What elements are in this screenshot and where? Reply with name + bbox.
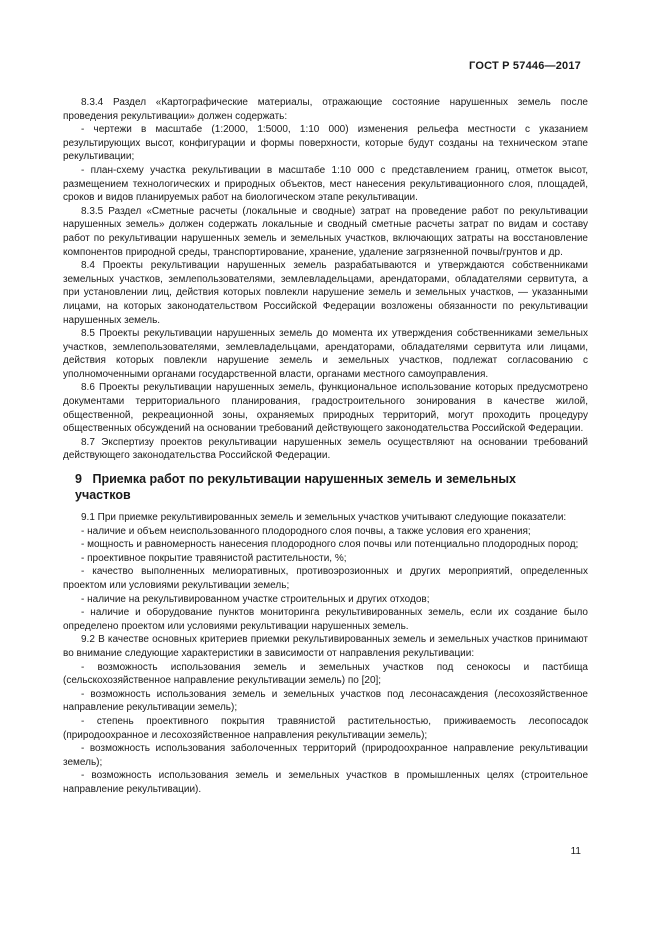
page-content [63,96,588,797]
list-item: - возможность использования заболоченных территорий (природоохранное направление рекультивации земель); [63,743,588,768]
section-9-title-line1: Приемка работ по рекультивации нарушенных земель и земельных [92,472,516,487]
list-item: - качество выполненных мелиоративных, противоэрозионных и других мероприятий, определенных проектом или условиями рекультивации земель; [63,566,588,591]
paragraph-8-3-4: 8.3.4 Раздел «Картографические материалы, отражающие состояние нарушенных земель после проведения рекультивации» должен содержать: [63,97,588,122]
list-item: - возможность использования земель и земельных участков под сенокосы и пастбища (сельскохозяйственное направление рекультивации земель) по [20]; [63,661,588,687]
list-item: - возможность использования земель и земельных участков под лесонасаждения (лесохозяйственное направление рекультивации земель); [63,688,588,714]
paragraph-8-5: 8.5 Проекты рекультивации нарушенных земель до момента их утверждения собственниками земельных участков, землепользователями, землевладельцами, арендаторами, обладателями сервитута или лицами, действия которых повлекли нарушение земель и земельных участков, подлежат согласованию с уполномоченными органами государственной власти, органами местного самоуправления. [63,328,588,380]
section-9-title-line2: участков [75,488,131,503]
list-item: - наличие и оборудование пунктов мониторинга рекультивированных земель, если их создание было определено проектом или условиями рекультивации нарушенных земель. [63,607,588,632]
paragraph-8-3-5: 8.3.5 Раздел «Сметные расчеты (локальные и сводные) затрат на проведение работ по рекультивации нарушенных земель» должен содержать локальные и сводный сметные расчеты затрат по видам и составу работ по рекультивации нарушенных земель и земельных участков, включающих затраты на восстановление компонентов природной среды, транспортирование, хранение, удаление загрязненной почвы/грунтов и др. [63,205,588,258]
paragraph-8-6: 8.6 Проекты рекультивации нарушенных земель, функциональное использование которых предусмотрено документами территориального планирования, градостроительного зонирования в качестве жилой, общественной, рекреационной зоны, охраняемых природных территорий, могут проходить процедуру общественных обсуждений на основании требований действующего законодательства Российской Федерации. [63,382,588,435]
list-item: - степень проективного покрытия травянистой растительностью, приживаемость лесопосадок (природоохранное и лесохозяйственное направления рекультивации земель); [63,715,588,741]
list-item: - возможность использования земель и земельных участков в промышленных целях (строительное направление рекультивации). [63,770,588,795]
document-code: ГОСТ Р 57446—2017 [469,60,581,72]
list-item: - чертежи в масштабе (1:2000, 1:5000, 1:10 000) изменения рельефа местности с указанием результирующих высот, конфигурации и формы поверхности, которые будут созданы на техническом этапе рекультивации; [63,124,588,163]
paragraph-9-1: 9.1 При приемке рекультивированных земель и земельных участков учитывают следующие показатели: [81,512,567,524]
list-item: - мощность и равномерность нанесения плодородного слоя почвы или потенциально плодородных пород; [81,539,579,551]
section-9-number: 9 [75,472,82,487]
paragraph-9-2: 9.2 В качестве основных критериев приемки рекультивированных земель и земельных участков принимают во внимание следующие характеристики в зависимости от направления рекультивации: [63,634,588,659]
page-number: 11 [570,846,581,857]
list-item: - наличие и объем неиспользованного плодородного слоя почвы, а также условия его хранения; [81,525,531,537]
section-9-heading [63,471,588,503]
paragraph-8-4: 8.4 Проекты рекультивации нарушенных земель разрабатываются и утверждаются собственниками земельных участков, землепользователями, землевладельцами, арендаторами, обладателями сервитута, а при установлении лиц, действия которых повлекли нарушение земель и земельных участков, — указанными лицами, на которых законодательством Российской Федерации возложены обязанности по рекультивации нарушенных земель. [63,260,588,326]
list-item: - наличие на рекультивированном участке строительных и других отходов; [81,593,430,605]
list-item: - план-схему участка рекультивации в масштабе 1:10 000 с представлением границ, отметок высот, размещением технологических и природных объектов, мест нанесения рекультивационного слоя, площадей, сроков и видов планируемых работ на биологическом этапе рекультивации. [63,164,588,204]
list-item: - проективное покрытие травянистой растительности, %; [81,552,347,564]
paragraph-8-7: 8.7 Экспертизу проектов рекультивации нарушенных земель осуществляют на основании требований действующего законодательства Российской Федерации. [63,436,588,462]
